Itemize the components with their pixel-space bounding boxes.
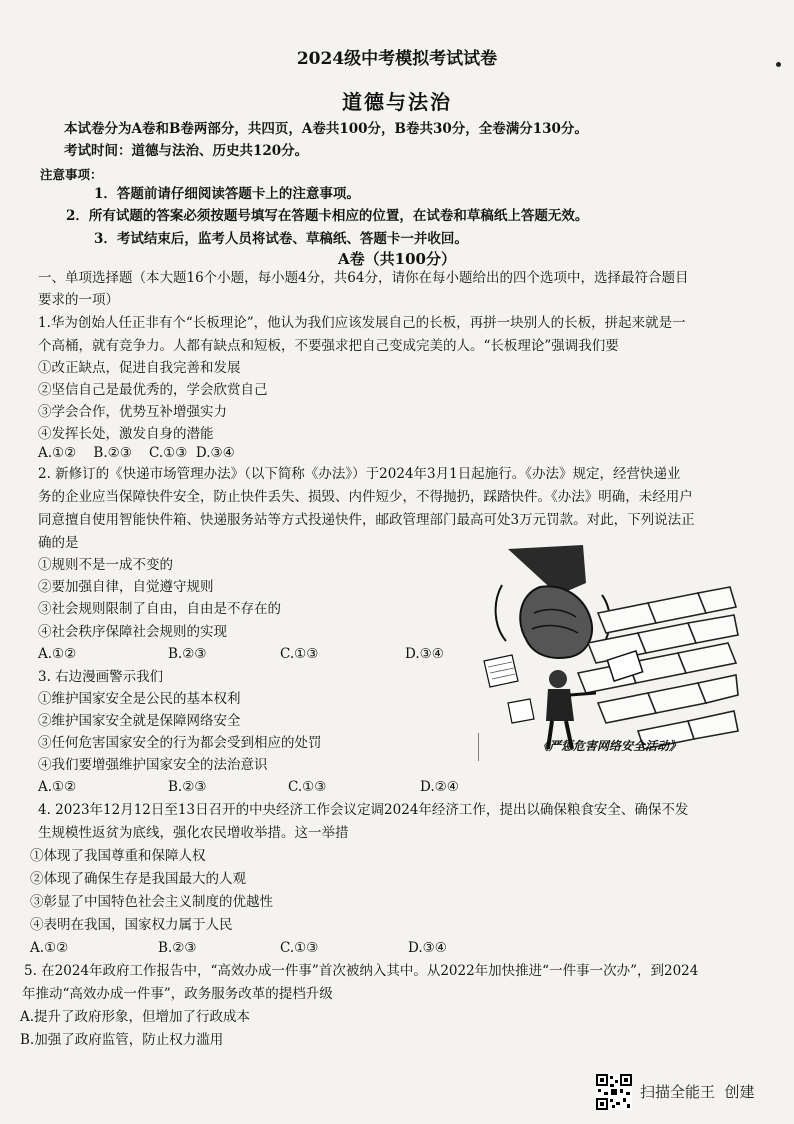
q2-stem-line-2: 务的企业应当保障快件安全，防止快件丢失、损毁、内件短少，不得抛扔，踩踏快件。《办法》明确，未经用户 [38,489,693,505]
q1-option-4: ④发挥长处，激发自身的潜能 [38,426,214,442]
q1-option-2: ②坚信自己是最优秀的，学会欣赏自己 [38,382,268,398]
q4-option-1: ①体现了我国尊重和保障人权 [30,848,206,864]
q3-choice-b: B.②③ [168,779,207,795]
q3-choice-c: C.①③ [288,779,327,795]
q4-stem-line-1: 4. 2023年12月12日至13日召开的中央经济工作会议定调2024年经济工作，提出以确保粮食安全、确保不发 [38,802,689,818]
q4-option-2: ②体现了确保生存是我国最大的人观 [30,871,246,887]
q3-option-3: ③任何危害国家安全的行为都会受到相应的处罚 [38,735,322,751]
q4-option-4: ④表明在我国，国家权力属于人民 [30,917,233,933]
q2-option-1: ①规则不是一成不变的 [38,557,173,573]
q4-choice-b: B.②③ [158,940,197,956]
q5-stem-line-1: 5. 在2024年政府工作报告中，“高效办成一件事”首次被纳入其中。从2022年加快推进“一件事一次办”，到2024 [24,963,699,979]
q2-choice-d: D.③④ [405,646,444,662]
q2-option-3: ③社会规则限制了自由，自由是不存在的 [38,601,281,617]
q5-option-a: A.提升了政府形象，但增加了行政成本 [20,1009,251,1025]
q3-option-1: ①维护国家安全是公民的基本权利 [38,691,241,707]
q1-choices: A.①② B.②③ C.①③ D.③④ [38,445,235,461]
q2-option-2: ②要加强自律，自觉遵守规则 [38,579,214,595]
qr-code-icon [596,1074,632,1110]
q4-choice-a: A.①② [30,940,69,956]
q3-choice-a: A.①② [38,779,77,795]
notice-item-3: 3．考试结束后，监考人员将试卷、草稿纸、答题卡一并收回。 [94,231,468,247]
q5-option-b: B.加强了政府监管，防止权力滥用 [20,1032,224,1048]
q1-stem-line-1: 1.华为创始人任正非有个“长板理论”，他认为我们应该发展自己的长板，再拼一块别人的长板，拼起来就是一 [38,315,686,331]
intro-line-1: 本试卷分为A卷和B卷两部分，共四页，A卷共100分，B卷共30分，全卷满分130分。 [64,121,588,137]
q2-stem-line-4: 确的是 [38,535,79,551]
q4-choice-d: D.③④ [408,940,447,956]
q4-choice-c: C.①③ [280,940,319,956]
q3-option-2: ②维护国家安全就是保障网络安全 [38,713,241,729]
q2-choice-c: C.①③ [280,646,319,662]
q3-option-4: ④我们要增强维护国家安全的法治意识 [38,757,268,773]
cartoon-caption: 《严惩危害网络安全活动》 [536,739,681,753]
scanner-watermark: 扫描全能王 创建 [640,1083,755,1101]
q1-option-3: ③学会合作，优势互补增强实力 [38,404,227,420]
q1-stem-line-2: 个高桶，就有竞争力。人都有缺点和短板，不要强求把自己变成完美的人。“长板理论”强调我们要 [38,338,619,354]
network-security-cartoon [478,543,740,761]
q5-stem-line-2: 年推动“高效办成一件事”，政务服务改革的提档升级 [22,986,333,1002]
q2-choice-b: B.②③ [168,646,207,662]
notice-label: 注意事项： [40,167,103,182]
notice-item-2: 2．所有试题的答案必须按题号填写在答题卡相应的位置，在试卷和草稿纸上答题无效。 [66,208,589,224]
notice-item-1: 1．答题前请仔细阅读答题卡上的注意事项。 [94,186,360,202]
part1-instruction-2: 要求的一项） [38,292,119,308]
q3-stem: 3. 右边漫画警示我们 [38,669,164,685]
part1-instruction-1: 一、单项选择题（本大题16个小题，每小题4分，共64分，请你在每小题给出的四个选项中，选择最符合题目 [38,270,689,286]
section-a-title: A卷（共100分） [338,250,456,268]
exam-title: 2024级中考模拟考试试卷 [296,49,498,69]
q4-option-3: ③彰显了中国特色社会主义制度的优越性 [30,894,273,910]
intro-line-2: 考试时间：道德与法治、历史共120分。 [64,143,309,159]
q2-stem-line-3: 同意擅自使用智能快件箱、快递服务站等方式投递快件，邮政管理部门最高可处3万元罚款。对此，下列说法正 [38,512,695,528]
q4-stem-line-2: 生规模性返贫为底线，强化农民增收举措。这一举措 [38,825,349,841]
q2-choice-a: A.①② [38,646,77,662]
q3-choice-d: D.②④ [420,779,459,795]
q2-stem-line-1: 2. 新修订的《快递市场管理办法》（以下简称《办法》）于2024年3月1日起施行。《办法》规定，经营快递业 [38,466,681,482]
q1-option-1: ①改正缺点，促进自我完善和发展 [38,360,241,376]
subject-title: 道德与法治 [342,90,452,114]
q2-option-4: ④社会秩序保障社会规则的实现 [38,624,227,640]
